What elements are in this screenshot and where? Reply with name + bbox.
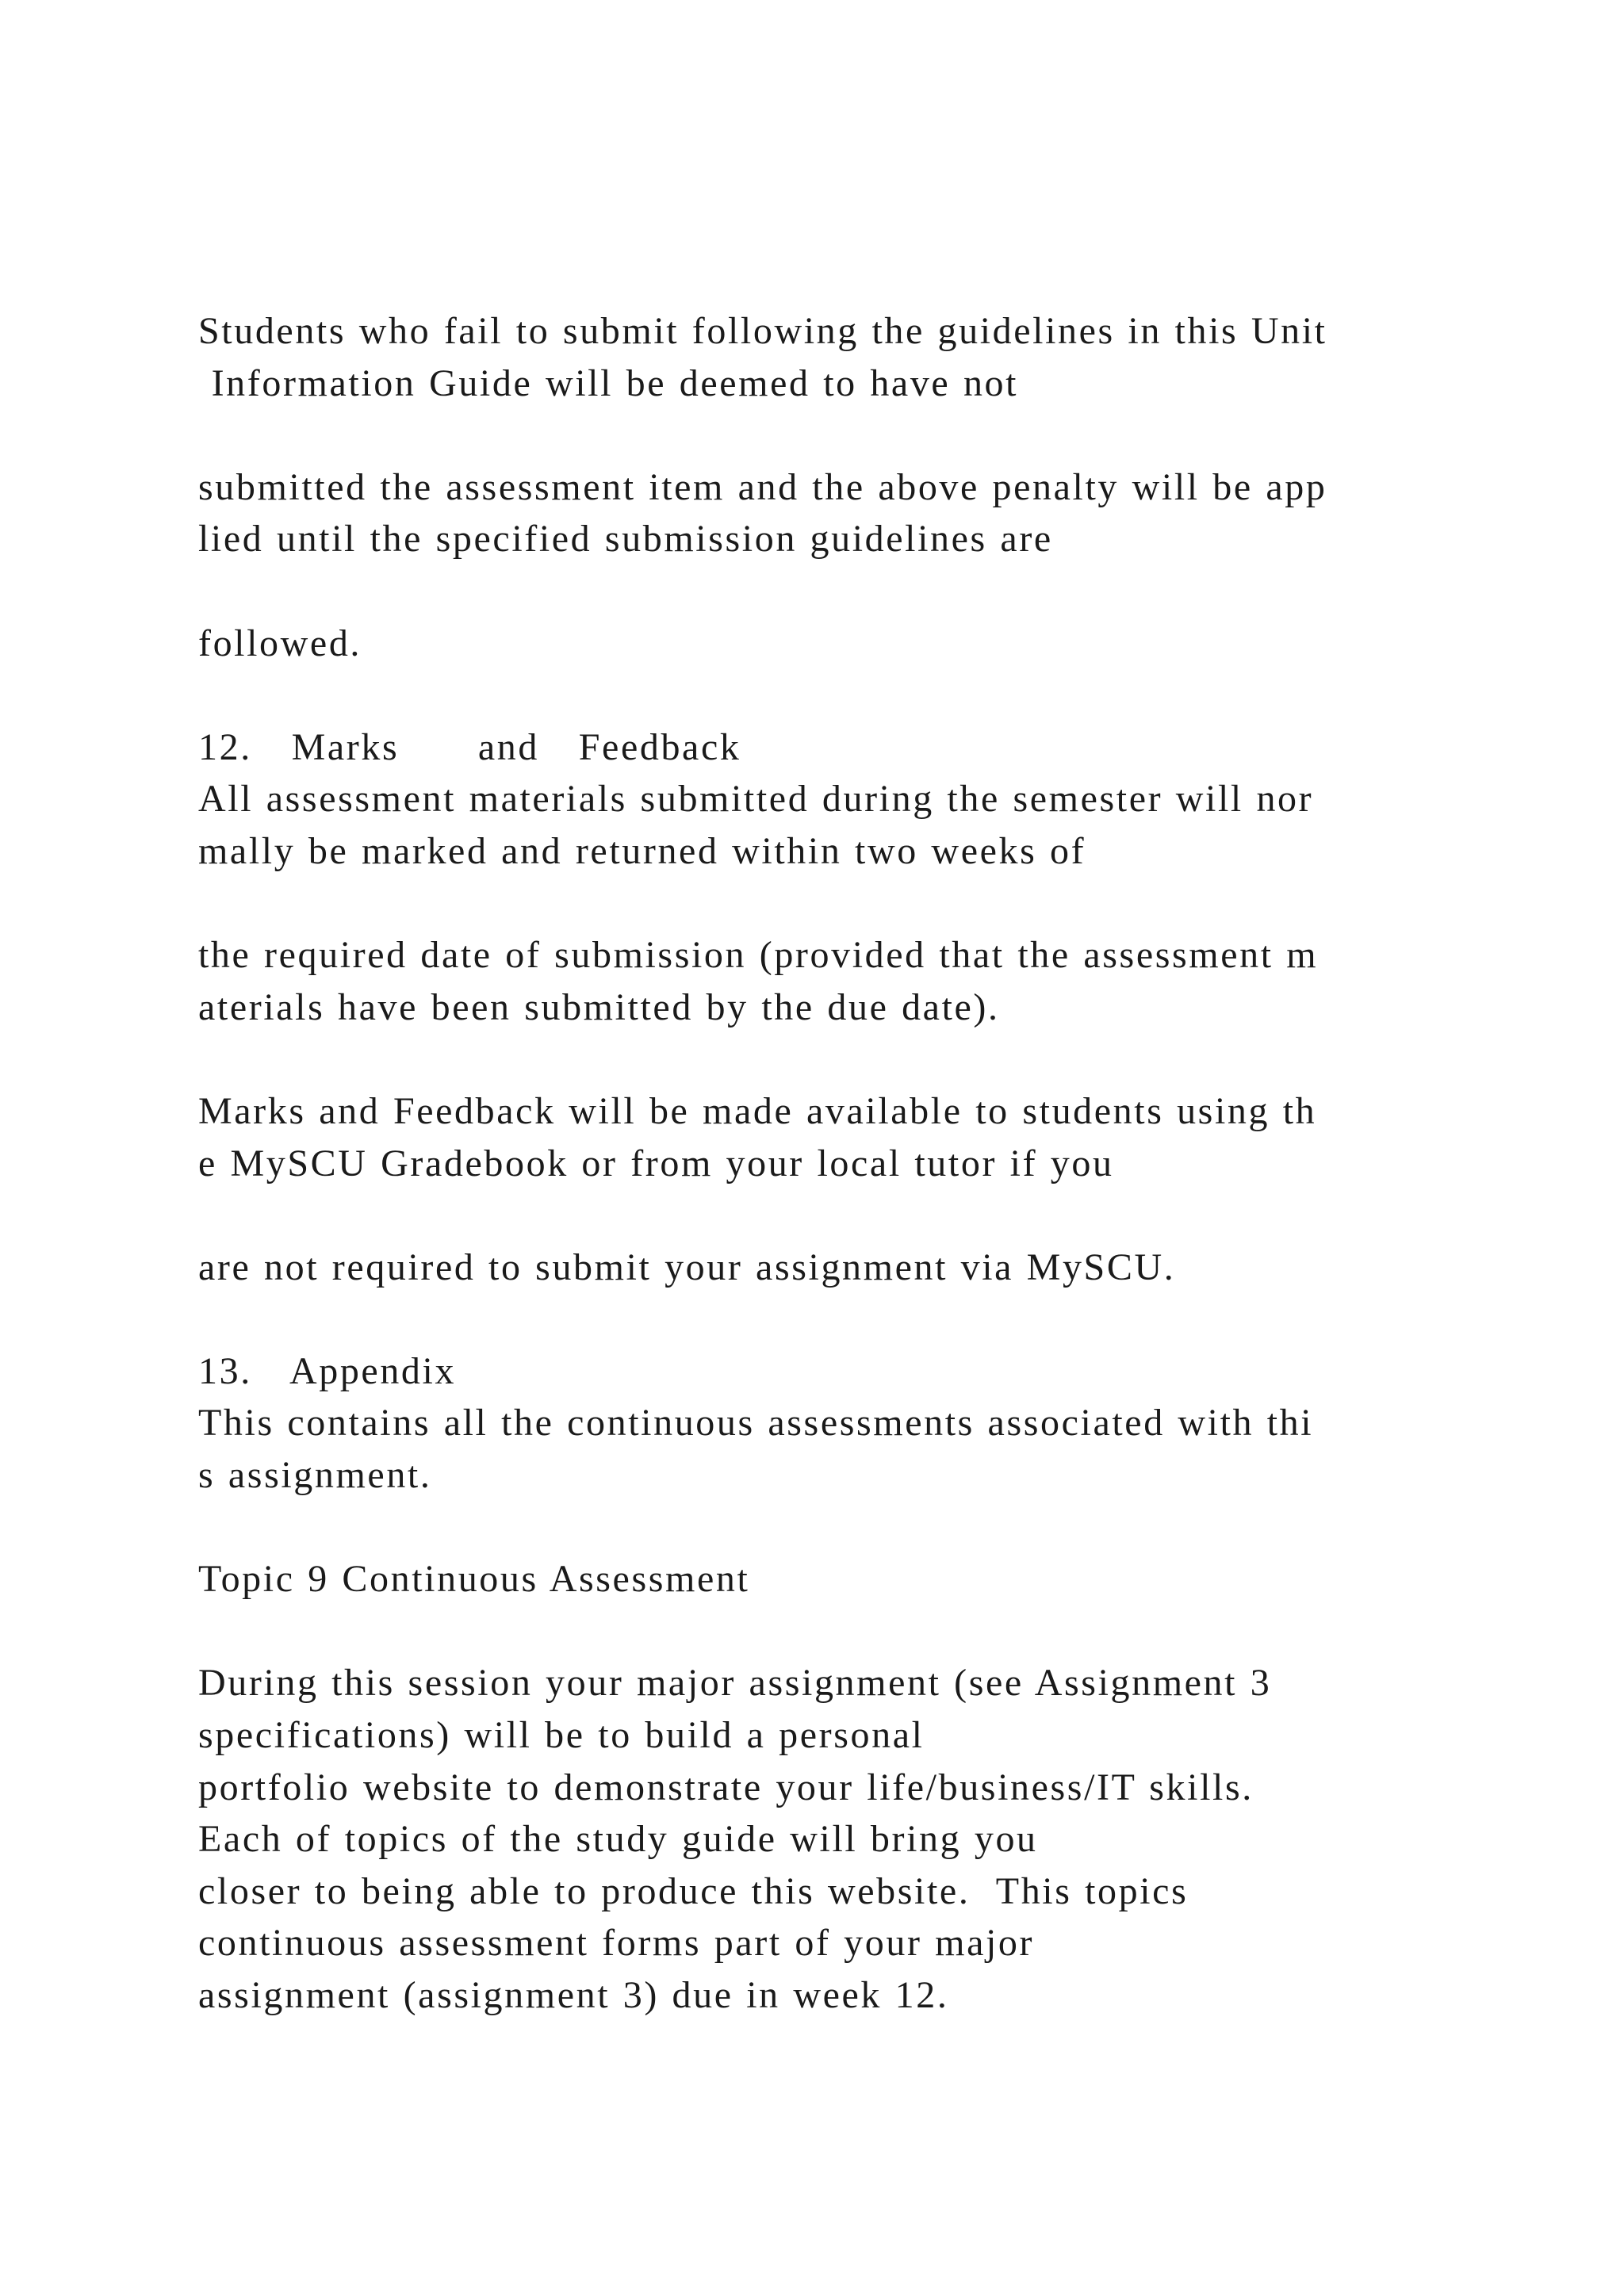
- text-line: mally be marked and returned within two weeks of: [198, 829, 1086, 872]
- text-line: Students who fail to submit following the guidelines in this Unit: [198, 310, 1327, 352]
- paragraph-penalty: [198, 461, 1562, 565]
- document-page: [198, 305, 1562, 2022]
- text-line: s assignment.: [198, 1454, 432, 1497]
- text-line: continuous assessment forms part of your major: [198, 1922, 1035, 1965]
- text-line: During this session your major assignment (see Assignment 3: [198, 1662, 1272, 1705]
- text-line: closer to being able to produce this website. This topics: [198, 1869, 1189, 1912]
- section-heading: 13. Appendix: [198, 1349, 457, 1392]
- text-line: All assessment materials submitted during the semester will nor: [198, 778, 1314, 821]
- text-line: specifications) will be to build a personal: [198, 1714, 925, 1757]
- text-line: are not required to submit your assignment via MySCU.: [198, 1246, 1176, 1288]
- text-line: Information Guide will be deemed to have not: [198, 362, 1019, 404]
- text-line: assignment (assignment 3) due in week 12.: [198, 1974, 949, 2016]
- paragraph-required-date: [198, 929, 1562, 1033]
- text-line: Marks and Feedback will be made available to students using th: [198, 1089, 1317, 1132]
- section-appendix: [198, 1345, 1562, 1502]
- text-line: lied until the specified submission guidelines are: [198, 518, 1053, 561]
- text-line: Each of topics of the study guide will bring you: [198, 1818, 1038, 1861]
- topic-heading: [198, 1553, 1562, 1605]
- text-line: followed.: [198, 622, 362, 664]
- text-line: submitted the assessment item and the above penalty will be app: [198, 465, 1327, 508]
- paragraph-not-required: [198, 1242, 1562, 1294]
- text-line: portfolio website to demonstrate your life/business/IT skills.: [198, 1766, 1254, 1808]
- paragraph-followed: [198, 618, 1562, 670]
- paragraph-major-assignment: [198, 1657, 1562, 2021]
- paragraph-gradebook: [198, 1085, 1562, 1189]
- text-line: e MySCU Gradebook or from your local tutor if you: [198, 1142, 1114, 1184]
- section-marks-and-feedback: [198, 721, 1562, 878]
- text-line: This contains all the continuous assessments associated with thi: [198, 1402, 1314, 1445]
- paragraph-submission-guidelines: [198, 305, 1562, 409]
- text-line: the required date of submission (provided that the assessment m: [198, 934, 1319, 977]
- text-line: aterials have been submitted by the due date).: [198, 985, 1000, 1028]
- section-heading: 12. Marks and Feedback: [198, 725, 741, 768]
- text-line: Topic 9 Continuous Assessment: [198, 1558, 750, 1601]
